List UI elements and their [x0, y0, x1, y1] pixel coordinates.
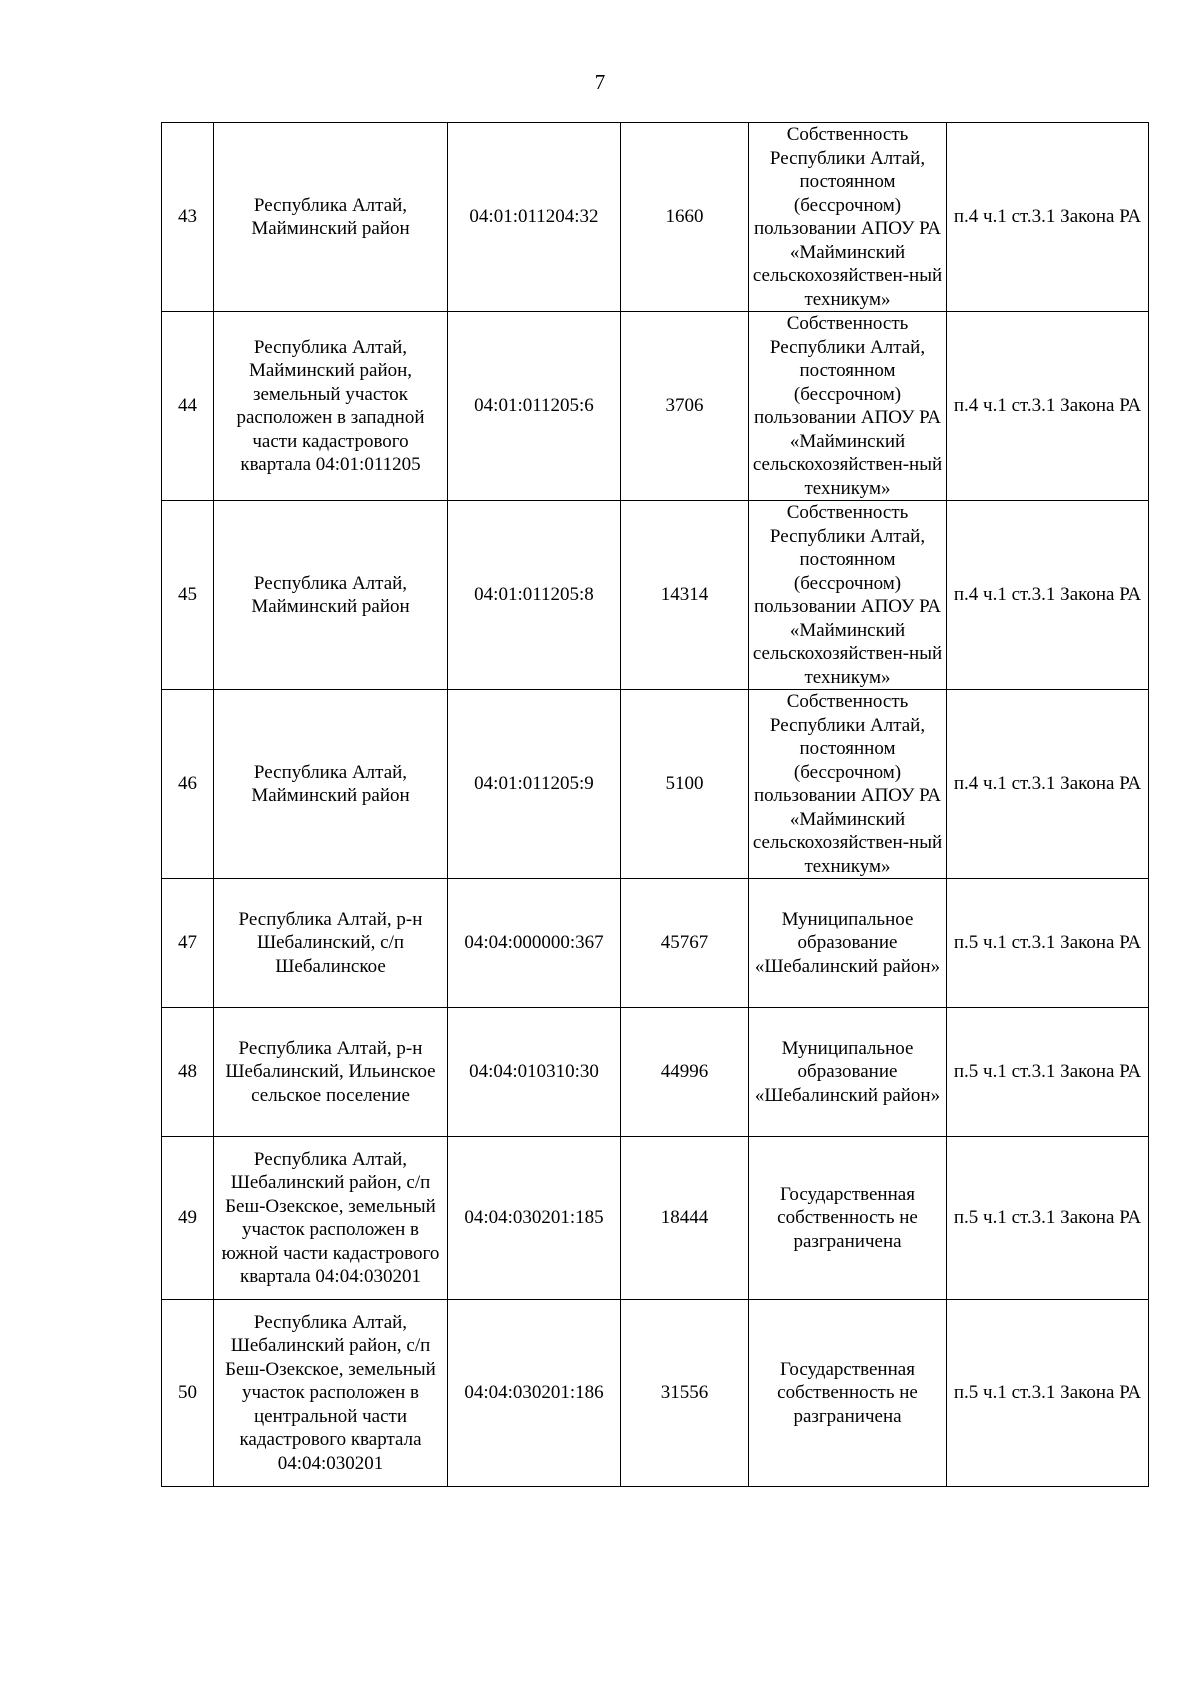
cell-legal-basis: п.4 ч.1 ст.3.1 Закона РА — [947, 501, 1149, 690]
cell-ownership: Собственность Республики Алтай, постоянном (бессрочном) пользовании АПОУ РА «Майминский сельскохозяйствен-ный техникум» — [749, 312, 947, 501]
cell-ownership: Собственность Республики Алтай, постоянном (бессрочном) пользовании АПОУ РА «Майминский сельскохозяйствен-ный техникум» — [749, 690, 947, 879]
table-row — [162, 501, 1149, 690]
cell-legal-basis: п.5 ч.1 ст.3.1 Закона РА — [947, 1008, 1149, 1137]
cell-location: Республика Алтай, Майминский район — [214, 690, 448, 879]
table-row — [162, 123, 1149, 312]
cell-area: 5100 — [621, 690, 749, 879]
table-row — [162, 879, 1149, 1008]
cell-area: 18444 — [621, 1137, 749, 1300]
cell-location: Республика Алтай, Майминский район — [214, 123, 448, 312]
cell-location: Республика Алтай, р-н Шебалинский, Ильинское сельское поселение — [214, 1008, 448, 1137]
cell-legal-basis: п.5 ч.1 ст.3.1 Закона РА — [947, 1137, 1149, 1300]
cell-row-number: 46 — [162, 690, 214, 879]
page-number: 7 — [594, 70, 606, 94]
cell-cadastral-number: 04:01:011204:32 — [448, 123, 621, 312]
cell-location: Республика Алтай, р-н Шебалинский, с/п Шебалинское — [214, 879, 448, 1008]
table-row — [162, 690, 1149, 879]
cell-cadastral-number: 04:01:011205:6 — [448, 312, 621, 501]
cell-cadastral-number: 04:04:000000:367 — [448, 879, 621, 1008]
cell-legal-basis: п.5 ч.1 ст.3.1 Закона РА — [947, 1300, 1149, 1487]
table-row — [162, 1137, 1149, 1300]
cell-location: Республика Алтай, Шебалинский район, с/п Беш-Озекское, земельный участок расположен в южной части кадастрового квартала 04:04:030201 — [214, 1137, 448, 1300]
table-row — [162, 312, 1149, 501]
cell-cadastral-number: 04:04:010310:30 — [448, 1008, 621, 1137]
table-row — [162, 1008, 1149, 1137]
cell-legal-basis: п.4 ч.1 ст.3.1 Закона РА — [947, 312, 1149, 501]
cell-cadastral-number: 04:01:011205:8 — [448, 501, 621, 690]
cell-area: 3706 — [621, 312, 749, 501]
cell-cadastral-number: 04:04:030201:186 — [448, 1300, 621, 1487]
cell-row-number: 47 — [162, 879, 214, 1008]
cell-legal-basis: п.4 ч.1 ст.3.1 Закона РА — [947, 123, 1149, 312]
cell-row-number: 43 — [162, 123, 214, 312]
cell-row-number: 45 — [162, 501, 214, 690]
cell-area: 45767 — [621, 879, 749, 1008]
cell-row-number: 44 — [162, 312, 214, 501]
cell-legal-basis: п.4 ч.1 ст.3.1 Закона РА — [947, 690, 1149, 879]
cell-row-number: 49 — [162, 1137, 214, 1300]
cell-ownership: Собственность Республики Алтай, постоянном (бессрочном) пользовании АПОУ РА «Майминский сельскохозяйствен-ный техникум» — [749, 501, 947, 690]
cell-area: 44996 — [621, 1008, 749, 1137]
cell-row-number: 50 — [162, 1300, 214, 1487]
cell-row-number: 48 — [162, 1008, 214, 1137]
cell-ownership: Муниципальное образование «Шебалинский район» — [749, 1008, 947, 1137]
cell-location: Республика Алтай, Майминский район, земельный участок расположен в западной части кадастрового квартала 04:01:011205 — [214, 312, 448, 501]
cell-area: 1660 — [621, 123, 749, 312]
cell-area: 31556 — [621, 1300, 749, 1487]
cell-cadastral-number: 04:01:011205:9 — [448, 690, 621, 879]
cell-cadastral-number: 04:04:030201:185 — [448, 1137, 621, 1300]
table-row — [162, 1300, 1149, 1487]
cell-legal-basis: п.5 ч.1 ст.3.1 Закона РА — [947, 879, 1149, 1008]
cell-ownership: Муниципальное образование «Шебалинский район» — [749, 879, 947, 1008]
cell-ownership: Государственная собственность не разграничена — [749, 1300, 947, 1487]
cell-location: Республика Алтай, Майминский район — [214, 501, 448, 690]
cell-area: 14314 — [621, 501, 749, 690]
cell-ownership: Государственная собственность не разграничена — [749, 1137, 947, 1300]
land-plots-table — [161, 122, 1149, 1487]
cell-location: Республика Алтай, Шебалинский район, с/п Беш-Озекское, земельный участок расположен в центральной части кадастрового квартала 04:04:030201 — [214, 1300, 448, 1487]
cell-ownership: Собственность Республики Алтай, постоянном (бессрочном) пользовании АПОУ РА «Майминский сельскохозяйствен-ный техникум» — [749, 123, 947, 312]
